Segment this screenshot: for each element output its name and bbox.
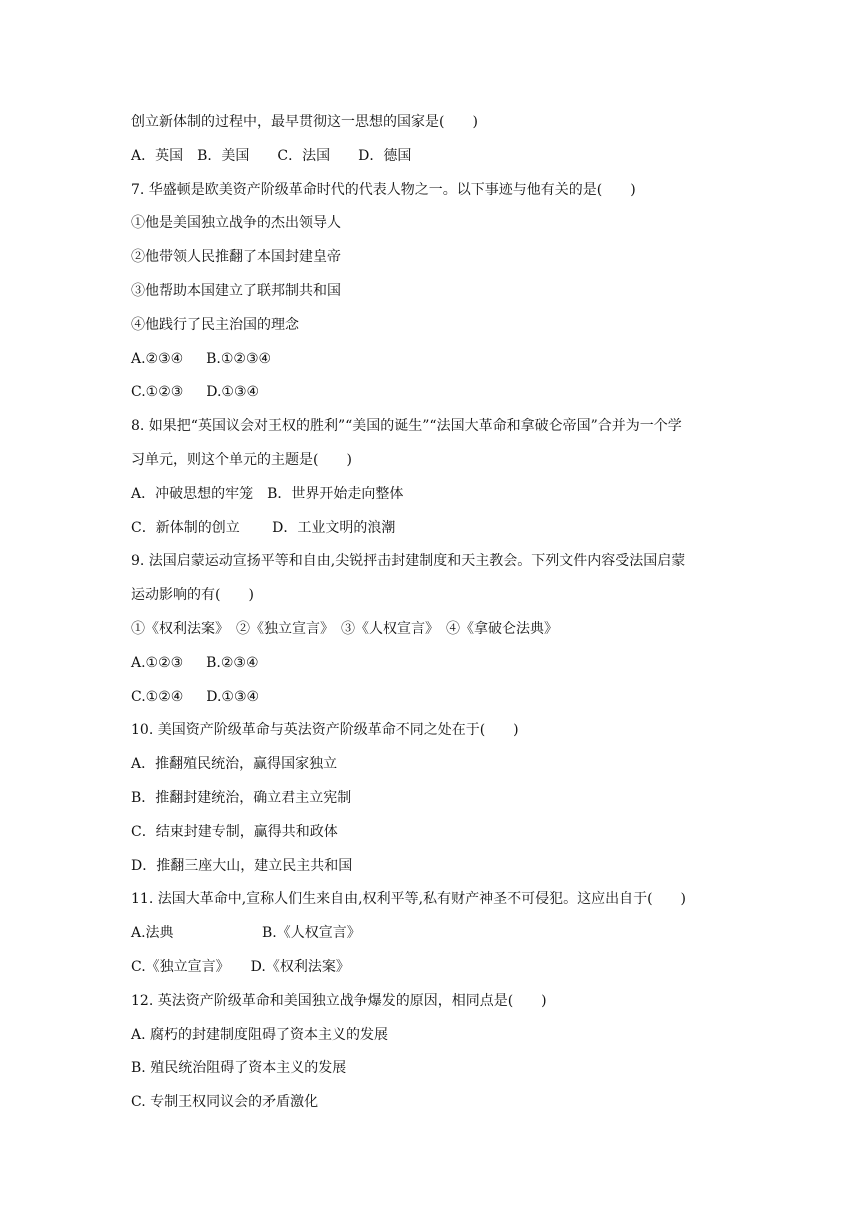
answer-options: C.①②④ D.①③④ <box>131 688 260 705</box>
answer-option-b: B. 殖民统治阻碍了资本主义的发展 <box>131 1060 347 1077</box>
answer-option-d: D．推翻三座大山，建立民主共和国 <box>131 857 353 874</box>
question-10: 10. 美国资产阶级革命与英法资产阶级革命不同之处在于( ) <box>131 722 519 739</box>
answer-options: A．冲破思想的牢笼 B．世界开始走向整体 <box>131 485 404 502</box>
answer-option-b: B．推翻封建统治，确立君主立宪制 <box>131 789 352 806</box>
answer-option-a: A. 腐朽的封建制度阻碍了资本主义的发展 <box>131 1026 389 1043</box>
question-text-block <box>131 106 751 1120</box>
document-list: ①《权利法案》 ②《独立宣言》 ③《人权宣言》 ④《拿破仑法典》 <box>131 620 558 637</box>
question-9-continued: 运动影响的有( ) <box>131 587 254 604</box>
answer-options: C.《独立宣言》 D.《权利法案》 <box>131 958 350 975</box>
question-7: 7. 华盛顿是欧美资产阶级革命时代的代表人物之一。以下事迹与他有关的是( ) <box>131 181 636 198</box>
answer-options: A．英国 B．美国 C．法国 D．德国 <box>131 147 412 164</box>
question-8: 8. 如果把“英国议会对王权的胜利”“美国的诞生”“法国大革命和拿破仑帝国”合并为一个学 <box>131 418 682 435</box>
question-12: 12. 英法资产阶级革命和美国独立战争爆发的原因，相同点是( ) <box>131 992 547 1009</box>
answer-options: A.法典 B.《人权宣言》 <box>131 925 361 942</box>
question-8-continued: 习单元，则这个单元的主题是( ) <box>131 451 352 468</box>
statement-1: ①他是美国独立战争的杰出领导人 <box>131 215 341 232</box>
answer-option-a: A．推翻殖民统治，赢得国家独立 <box>131 756 338 773</box>
answer-options: C.①②③ D.①③④ <box>131 384 260 401</box>
answer-options: A.①②③ B.②③④ <box>131 654 259 671</box>
answer-options: C．新体制的创立 D．工业文明的浪潮 <box>131 519 396 536</box>
answer-option-c: C．结束封建专制，赢得共和政体 <box>131 823 338 840</box>
statement-3: ③他帮助本国建立了联邦制共和国 <box>131 282 341 299</box>
question-9: 9. 法国启蒙运动宣扬平等和自由,尖锐抨击封建制度和天主教会。下列文件内容受法国启蒙 <box>131 553 686 570</box>
statement-2: ②他带领人民推翻了本国封建皇帝 <box>131 249 341 266</box>
question-11: 11. 法国大革命中,宣称人们生来自由,权利平等,私有财产神圣不可侵犯。这应出自于( ) <box>131 891 686 908</box>
text-line: 创立新体制的过程中，最早贯彻这一思想的国家是( ) <box>131 114 478 130</box>
answer-options: A.②③④ B.①②③④ <box>131 350 272 367</box>
statement-4: ④他践行了民主治国的理念 <box>131 316 299 333</box>
answer-option-c: C. 专制王权同议会的矛盾激化 <box>131 1094 319 1111</box>
